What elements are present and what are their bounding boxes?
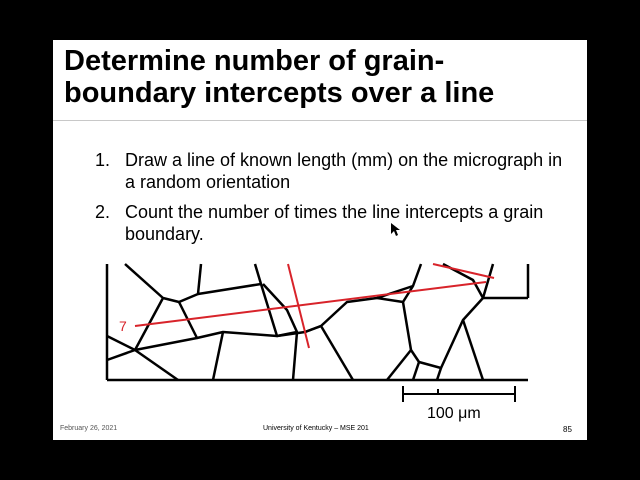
- bullet-number: 1.: [95, 150, 111, 170]
- scale-bar-label: 100 μm: [427, 405, 481, 422]
- scale-bar: [403, 386, 515, 402]
- footer-date: February 26, 2021: [60, 425, 118, 432]
- mouse-pointer-icon: [391, 223, 401, 237]
- title-line-2: boundary intercepts over a line: [64, 77, 495, 109]
- title-line-1: Determine number of grain-: [64, 45, 445, 77]
- bullet-text: Count the number of times the line intercepts a grain boundary.: [125, 202, 544, 244]
- footer-page-number: 85: [563, 425, 572, 434]
- test-line-horizontal: [135, 282, 486, 326]
- slide: [53, 40, 587, 440]
- bullet-text: Draw a line of known length (mm) on the micrograph in a random orientation: [125, 150, 563, 192]
- footer-course: University of Kentucky – MSE 201: [263, 425, 369, 432]
- bullet-number: 2.: [95, 202, 111, 222]
- line-annotation: 7: [119, 318, 127, 334]
- micrograph-figure: [53, 40, 587, 440]
- test-lines: [135, 264, 494, 348]
